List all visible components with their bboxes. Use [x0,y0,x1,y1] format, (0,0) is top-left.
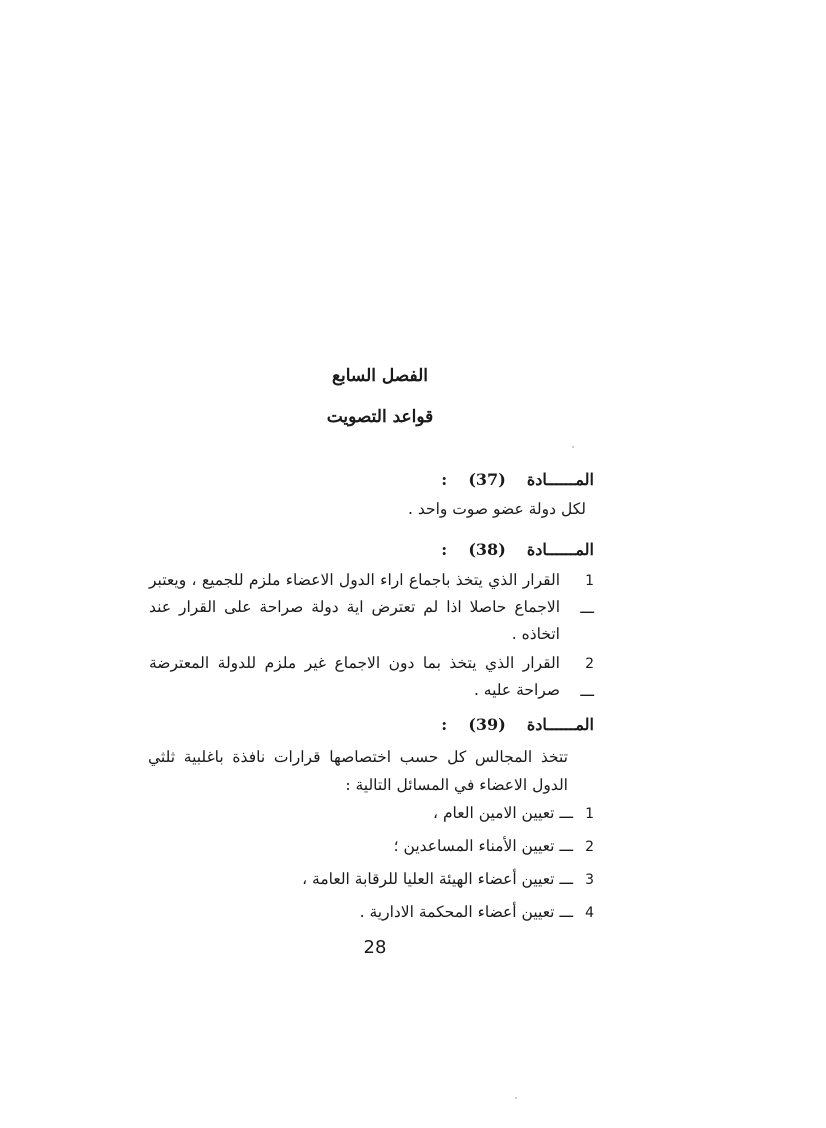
item-number: 4 [585,905,594,921]
article-39-item-4 [149,899,594,927]
article-39-item-1 [149,800,594,828]
item-dash: ـــ [559,903,574,921]
article-38-item-2 [149,650,594,705]
item-text: تعيين الامين العام ، [433,804,555,822]
item-dash: ـــ [559,804,574,822]
item-dash: ـــ [580,599,594,617]
article-39-item-3 [149,866,594,894]
article-heading-word: المــــــادة [526,715,594,734]
article-37-body: لكل دولة عضو صوت واحد . [408,500,586,518]
article-number: (38) [468,540,506,559]
chapter-title: الفصل السابع [331,366,429,386]
article-37-heading [441,470,594,489]
item-text: تعيين الأمناء المساعدين ؛ [393,837,555,855]
article-39-body: تتخذ المجالس كل حسب اختصاصها قرارات نافذة باغلبية ثلثي الدول الاعضاء في المسائل التالية : [148,748,568,794]
chapter-subject: قواعد التصويت [326,407,434,427]
scan-speck [515,1097,517,1099]
article-38-item-1 [149,567,594,648]
item-number: 1 [585,806,594,822]
item-text: القرار الذي يتخذ بما دون الاجماع غير ملزم للدولة المعترضة صراحة عليه . [149,654,560,699]
item-number: 1 [585,573,594,589]
article-number: (39) [468,715,506,734]
item-dash: ـــ [580,682,594,700]
item-number: 3 [585,872,594,888]
item-text: القرار الذي يتخذ باجماع اراء الدول الاعضاء ملزم للجميع ، ويعتبر الاجماع حاصلا اذا لم تعترض اية دولة صراحة على القرار عند اتخاذه . [149,571,560,643]
article-39-heading [441,715,594,734]
article-colon: : [441,715,448,734]
article-colon: : [441,470,448,489]
scan-speck [572,446,574,448]
article-number: (37) [468,470,506,489]
article-38-heading [441,540,594,559]
item-dash: ـــ [559,837,574,855]
article-heading-word: المــــــادة [526,540,594,559]
article-heading-word: المــــــادة [526,470,594,489]
article-colon: : [441,540,448,559]
item-text: تعيين أعضاء الهيئة العليا للرقابة العامة ، [302,870,555,888]
item-number: 2 [585,656,594,672]
item-text: تعيين أعضاء المحكمة الادارية . [359,903,555,921]
article-39-item-2 [149,833,594,861]
item-number: 2 [585,839,594,855]
page-number: 28 [363,937,387,958]
item-dash: ـــ [559,870,574,888]
